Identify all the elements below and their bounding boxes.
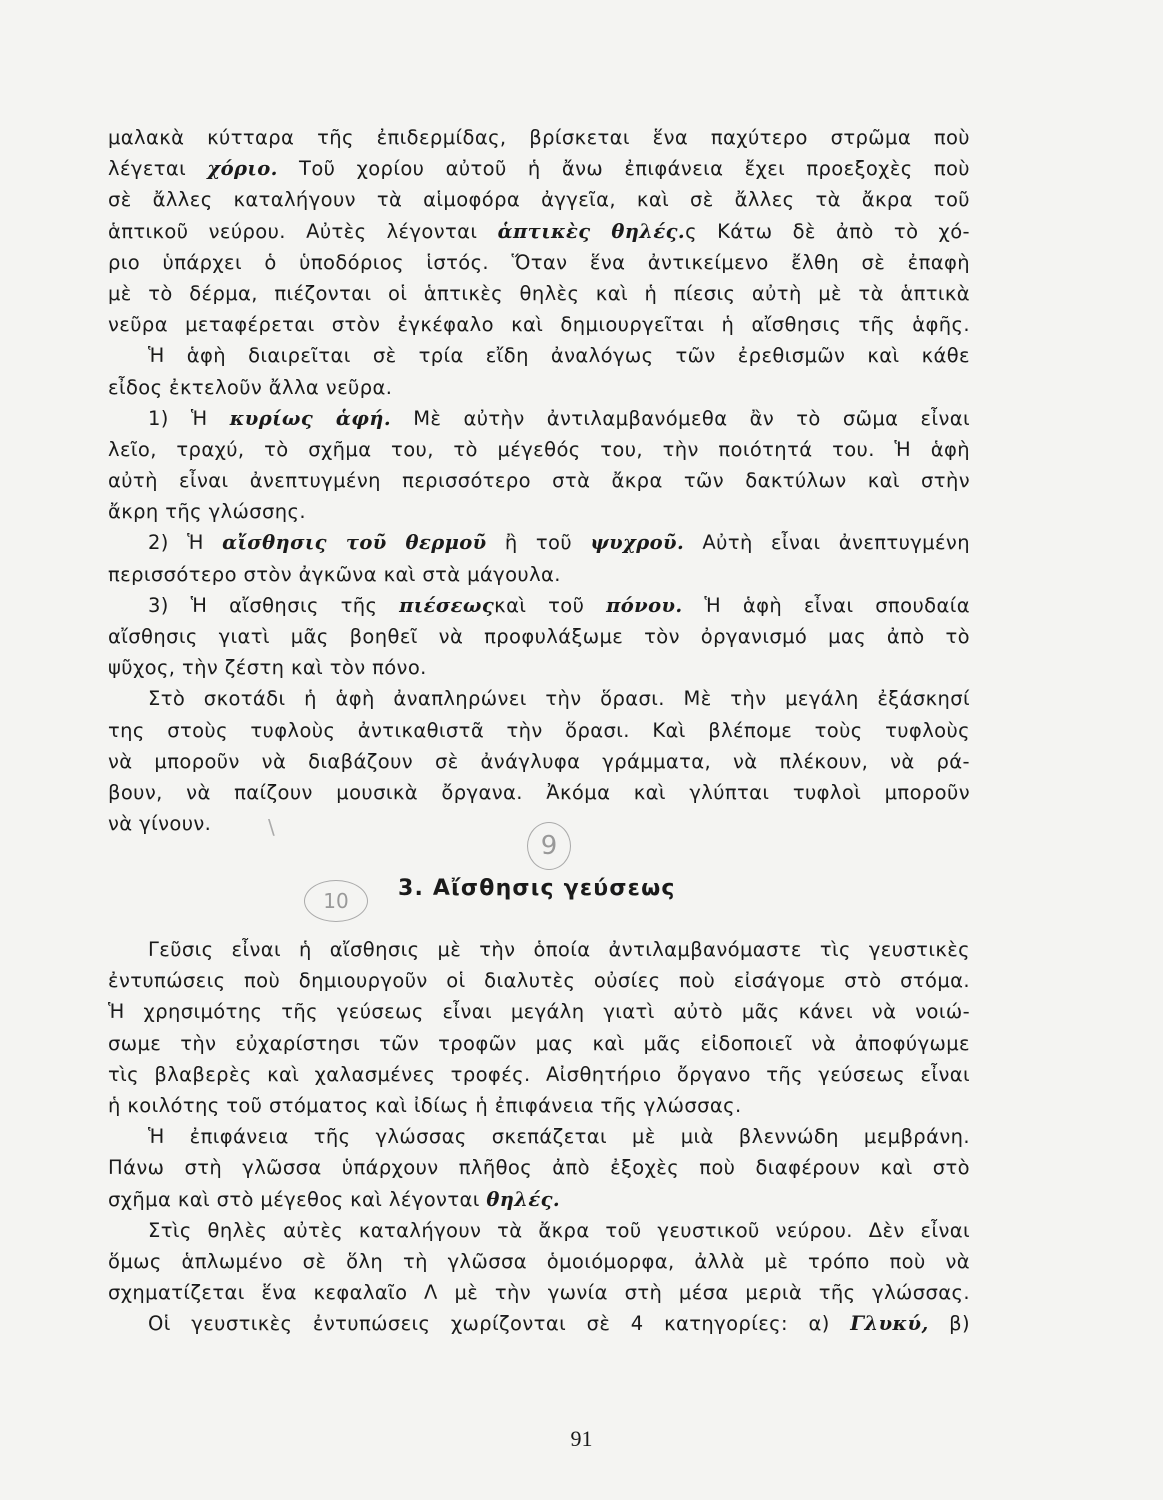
text-line: σχῆμα καὶ στὸ μέγεθος καὶ λέγονται θηλές.: [108, 1187, 561, 1211]
bold-term: κυρίως ἁφή.: [229, 406, 392, 430]
text-line: σχηματίζεται ἕνα κεφαλαῖο Λ μὲ τὴν γωνία στὴ μέσα μεριὰ τῆς γλώσσας.: [108, 1281, 970, 1305]
text-line: 2) Ἡ αἴσθησις τοῦ θερμοῦ ἢ τοῦ ψυχροῦ. Αὐτὴ εἶναι ἀνεπτυγμένη: [148, 531, 970, 555]
bold-term: Γλυκύ,: [850, 1312, 929, 1336]
text-line: τὶς βλαβερὲς καὶ χαλασμένες τροφές. Αἰσθητήριο ὄργανο τῆς γεύσεως εἶναι: [108, 1062, 970, 1086]
text-line: Οἱ γευστικὲς ἐντυπώσεις χωρίζονται σὲ 4 κατηγορίες: α) Γλυκύ, β): [148, 1312, 970, 1336]
text-line: νεῦρα μεταφέρεται στὸν ἐγκέφαλο καὶ δημιουργεῖται ἡ αἴσθησις τῆς ἁφῆς.: [108, 313, 970, 337]
text-line: ἐντυπώσεις ποὺ δημιουργοῦν οἱ διαλυτὲς οὐσίες ποὺ εἰσάγομε στὸ στόμα.: [108, 969, 970, 993]
upper-text-block: [108, 122, 970, 839]
text-line: σωμε τὴν εὐχαρίστησι τῶν τροφῶν μας καὶ μᾶς εἰδοποιεῖ νὰ ἀποφύγωμε: [108, 1031, 970, 1055]
text-line: ριο ὑπάρχει ὁ ὑποδόριος ἱστός. Ὅταν ἕνα ἀντικείμενο ἔλθη σὲ ἐπαφὴ: [108, 250, 970, 274]
text-line: ὅμως ἁπλωμένο σὲ ὅλη τὴ γλῶσσα ὁμοιόμορφα, ἀλλὰ μὲ τρόπο ποὺ νὰ: [108, 1249, 970, 1273]
lower-text-block: [108, 934, 970, 1339]
bold-term: αἴσθησις τοῦ θερμοῦ: [222, 531, 487, 555]
text-line: μὲ τὸ δέρμα, πιέζονται οἱ ἁπτικὲς θηλὲς καὶ ἡ πίεσις αὐτὴ μὲ τὰ ἁπτικὰ: [108, 281, 970, 305]
text-line: Πάνω στὴ γλῶσσα ὑπάρχουν πλῆθος ἀπὸ ἐξοχὲς ποὺ διαφέρουν καὶ στὸ: [108, 1156, 970, 1180]
bold-term: θηλές.: [486, 1187, 561, 1211]
text-line: της στοὺς τυφλοὺς ἀντικαθιστᾶ τὴν ὅρασι. Καὶ βλέπομε τοὺς τυφλοὺς: [108, 718, 970, 742]
text-line: Στὶς θηλὲς αὐτὲς καταλήγουν τὰ ἄκρα τοῦ γευστικοῦ νεύρου. Δὲν εἶναι: [148, 1218, 970, 1242]
text-line: λέγεται χόριο. Τοῦ χορίου αὐτοῦ ἡ ἄνω ἐπιφάνεια ἔχει προεξοχὲς ποὺ: [108, 157, 970, 181]
text-line: σὲ ἄλλες καταλήγουν τὰ αἱμοφόρα ἀγγεῖα, καὶ σὲ ἄλλες τὰ ἄκρα τοῦ: [108, 188, 970, 212]
text-line: νὰ γίνουν.: [108, 812, 212, 836]
text-line: Γεῦσις εἶναι ἡ αἴσθησις μὲ τὴν ὁποία ἀντιλαμβανόμαστε τὶς γευστικὲς: [148, 938, 970, 961]
pencil-circle-mark: 10: [304, 880, 368, 922]
text-line: εἶδος ἐκτελοῦν ἄλλα νεῦρα.: [108, 375, 393, 399]
text-line: 1) Ἡ κυρίως ἁφή. Μὲ αὐτὴν ἀντιλαμβανόμεθα ἂν τὸ σῶμα εἶναι: [148, 406, 970, 430]
text-line: μαλακὰ κύτταρα τῆς ἐπιδερμίδας, βρίσκεται ἕνα παχύτερο στρῶμα ποὺ: [108, 126, 970, 149]
text-line: ἁπτικοῦ νεύρου. Αὐτὲς λέγονται ἁπτικὲς θηλές.ς Κάτω δὲ ἀπὸ τὸ χό-: [108, 219, 970, 243]
text-line: περισσότερο στὸν ἀγκῶνα καὶ στὰ μάγουλα.: [108, 562, 561, 586]
text-line: Στὸ σκοτάδι ἡ ἁφὴ ἀναπληρώνει τὴν ὅρασι. Μὲ τὴν μεγάλη ἐξάσκησί: [148, 687, 970, 711]
bold-term: πόνου.: [606, 593, 683, 617]
text-line: λεῖο, τραχύ, τὸ σχῆμα του, τὸ μέγεθός του, τὴν ποιότητά του. Ἡ ἁφὴ: [108, 437, 970, 461]
text-line: αἴσθησις γιατὶ μᾶς βοηθεῖ νὰ προφυλάξωμε τὸν ὀργανισμό μας ἀπὸ τὸ: [108, 625, 970, 648]
bold-term: ἁπτικὲς θηλές.: [497, 219, 686, 243]
text-line: ἡ κοιλότης τοῦ στόματος καὶ ἰδίως ἡ ἐπιφάνεια τῆς γλώσσας.: [108, 1093, 742, 1117]
bold-term: πιέσεως: [399, 593, 495, 617]
bold-term: χόριο.: [207, 157, 278, 181]
text-line: Ἡ ἐπιφάνεια τῆς γλώσσας σκεπάζεται μὲ μιὰ βλεννώδη μεμβράνη.: [148, 1125, 970, 1149]
section-heading: 3. Αἴσθησις γεύσεως: [398, 876, 676, 901]
pencil-circle-mark: 9: [527, 822, 571, 870]
text-line: ἄκρη τῆς γλώσσης.: [108, 500, 306, 524]
pencil-mark: \: [268, 815, 275, 839]
text-line: 3) Ἡ αἴσθησις τῆς πιέσεωςκαὶ τοῦ πόνου. Ἡ ἁφὴ εἶναι σπουδαία: [148, 593, 970, 617]
text-line: Ἡ χρησιμότης τῆς γεύσεως εἶναι μεγάλη γιατὶ αὐτὸ μᾶς κάνει νὰ νοιώ-: [108, 1000, 970, 1024]
bold-term: ψυχροῦ.: [590, 531, 685, 555]
text-line: ψῦχος, τὴν ζέστη καὶ τὸν πόνο.: [108, 656, 427, 680]
text-line: νὰ μποροῦν νὰ διαβάζουν σὲ ἀνάγλυφα γράμματα, νὰ πλέκουν, νὰ ρά-: [108, 749, 970, 773]
text-line: βουν, νὰ παίζουν μουσικὰ ὄργανα. Ἀκόμα καὶ γλύπται τυφλοὶ μποροῦν: [108, 780, 970, 804]
page-number: 91: [570, 1426, 593, 1451]
text-line: αὐτὴ εἶναι ἀνεπτυγμένη περισσότερο στὰ ἄκρα τῶν δακτύλων καὶ στὴν: [108, 469, 970, 493]
text-line: Ἡ ἁφὴ διαιρεῖται σὲ τρία εἴδη ἀναλόγως τῶν ἐρεθισμῶν καὶ κάθε: [148, 344, 970, 368]
